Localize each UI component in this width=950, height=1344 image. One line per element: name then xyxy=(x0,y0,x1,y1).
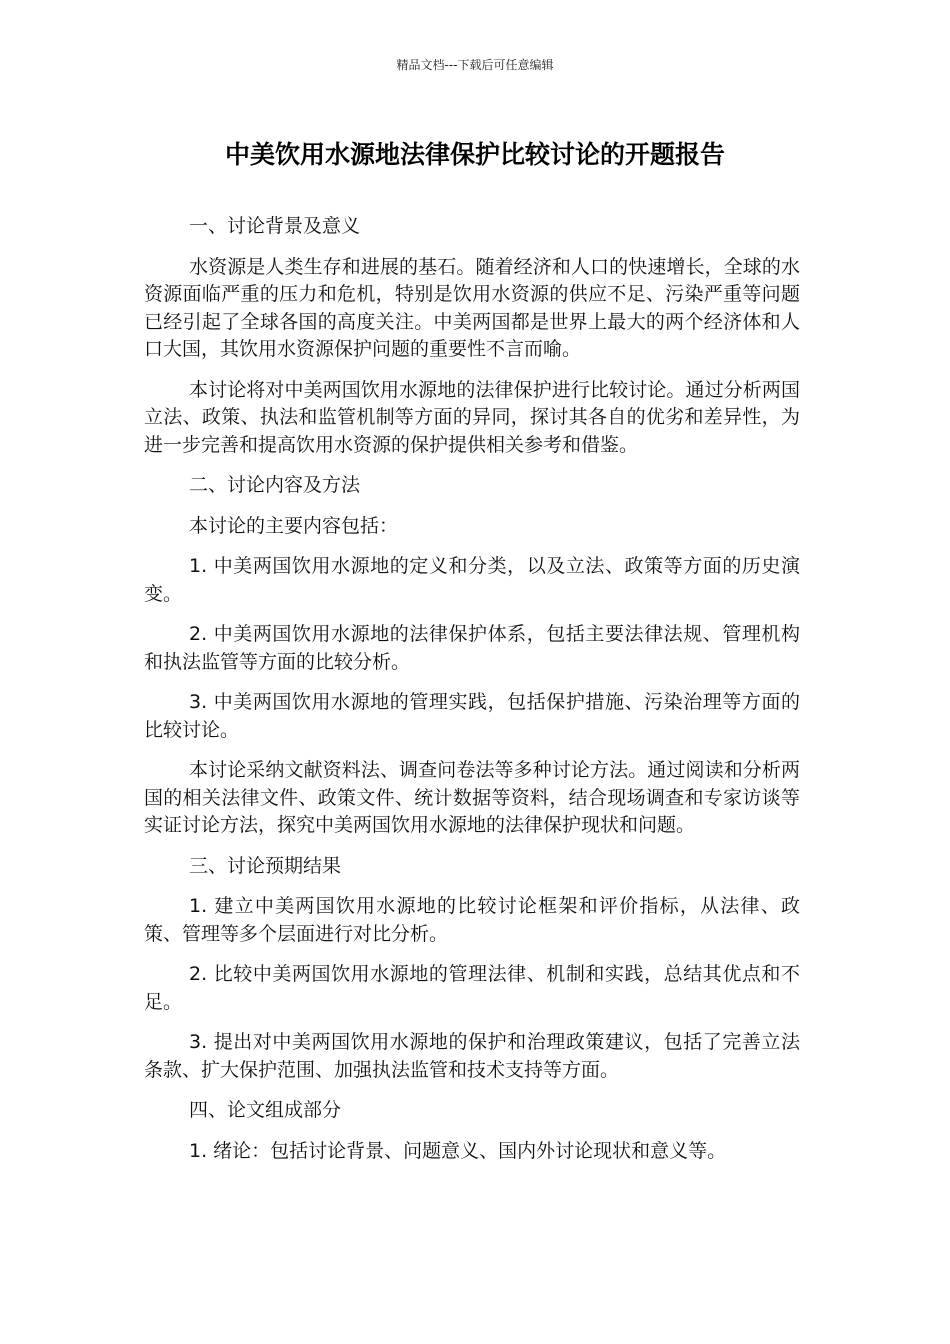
paragraph-content-intro: 本讨论的主要内容包括： xyxy=(189,514,399,537)
paragraph-background-2: 本讨论将对中美两国饮用水源地的法律保护进行比较讨论。通过分析两国立法、政策、执法和监管机制等方面的异同，探讨其各自的优劣和差异性，为进一步完善和提高饮用水资源的保护提供相关参考和借鉴。 xyxy=(144,378,800,456)
list-item-result-3: 3. 提出对中美两国饮用水源地的保护和治理政策建议，包括了完善立法条款、扩大保护范围、加强执法监管和技术支持等方面。 xyxy=(144,1031,800,1081)
section-heading-content-method: 二、讨论内容及方法 xyxy=(189,474,361,496)
list-item-content-1: 1. 中美两国饮用水源地的定义和分类，以及立法、政策等方面的历史演变。 xyxy=(144,555,800,605)
list-item-structure-1: 1. 绪论：包括讨论背景、问题意义、国内外讨论现状和意义等。 xyxy=(189,1139,727,1162)
list-item-content-3: 3. 中美两国饮用水源地的管理实践，包括保护措施、污染治理等方面的比较讨论。 xyxy=(144,691,800,741)
list-item-result-1: 1. 建立中美两国饮用水源地的比较讨论框架和评价指标，从法律、政策、管理等多个层面进行对比分析。 xyxy=(144,895,800,945)
list-item-result-2: 2. 比较中美两国饮用水源地的管理法律、机制和实践，总结其优点和不足。 xyxy=(144,963,800,1013)
section-heading-thesis-structure: 四、论文组成部分 xyxy=(189,1099,342,1121)
paragraph-method: 本讨论采纳文献资料法、调查问卷法等多种讨论方法。通过阅读和分析两国的相关法律文件、政策文件、统计数据等资料，结合现场调查和专家访谈等实证讨论方法，探究中美两国饮用水源地的法律保护现状和问题。 xyxy=(144,759,800,836)
section-heading-expected-results: 三、讨论预期结果 xyxy=(189,854,342,877)
document-title: 中美饮用水源地法律保护比较讨论的开题报告 xyxy=(224,140,725,169)
section-heading-background: 一、讨论背景及意义 xyxy=(189,215,361,237)
document-body xyxy=(144,213,800,1178)
page-header: 精品文档---下载后可任意编辑 xyxy=(396,58,554,72)
list-item-content-2: 2. 中美两国饮用水源地的法律保护体系，包括主要法律法规、管理机构和执法监管等方面的比较分析。 xyxy=(144,623,800,673)
paragraph-background-1: 水资源是人类生存和进展的基石。随着经济和人口的快速增长，全球的水资源面临严重的压力和危机，特别是饮用水资源的供应不足、污染严重等问题已经引起了全球各国的高度关注。中美两国都是世界上最大的两个经济体和人口大国，其饮用水资源保护问题的重要性不言而喻。 xyxy=(144,255,800,360)
